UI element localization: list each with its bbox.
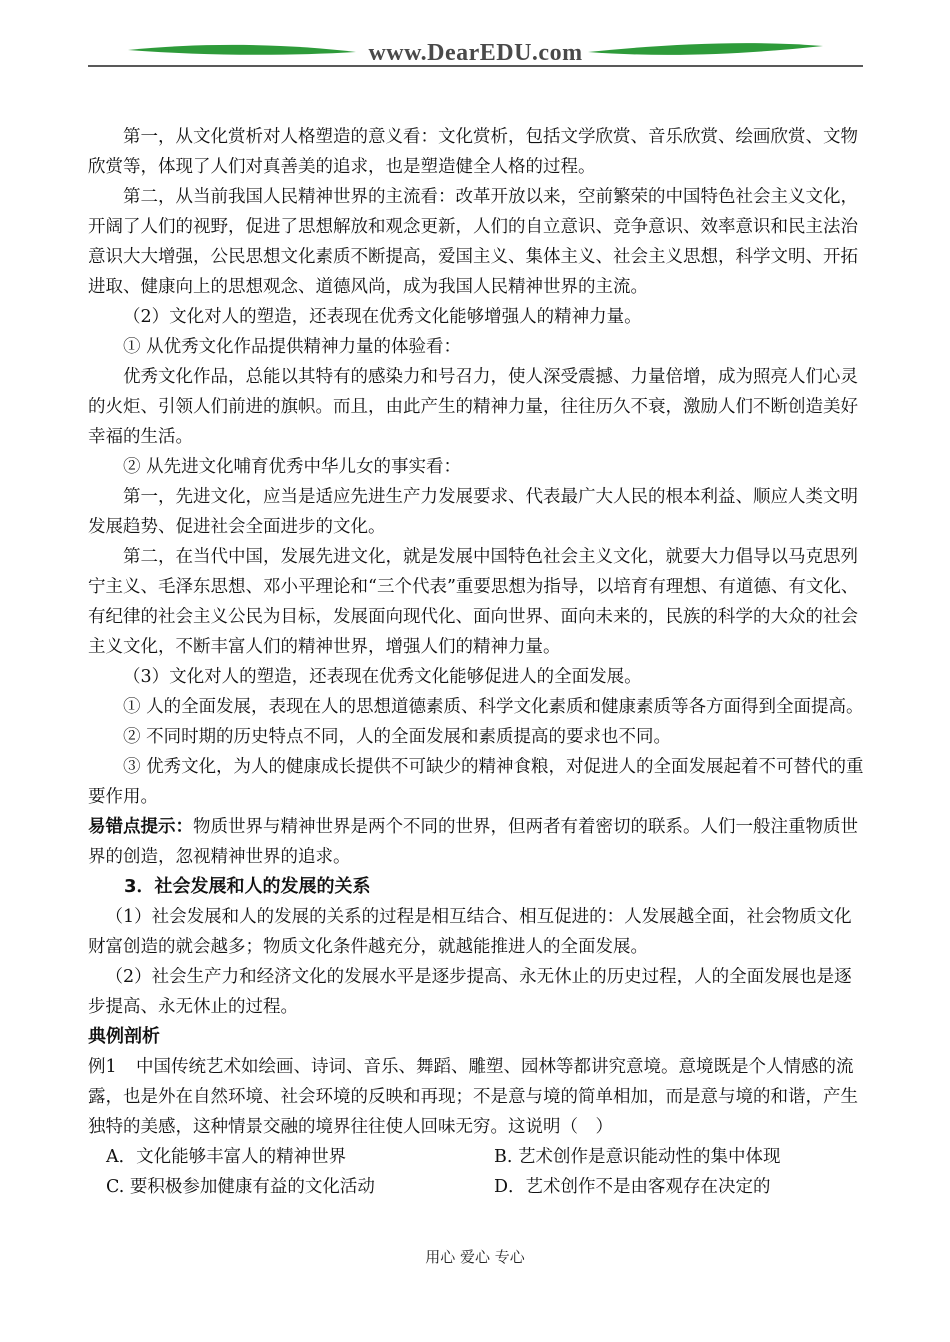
paragraph: 第一，先进文化，应当是适应先进生产力发展要求、代表最广大人民的根本利益、顺应人类文明发展趋势、促进社会全面进步的文化。 xyxy=(88,487,858,537)
option-c: C. 要积极参加健康有益的文化活动 xyxy=(106,1177,375,1197)
paragraph: 优秀文化作品，总能以其特有的感染力和号召力，使人深受震撼、力量倍增，成为照亮人们心灵的火炬、引领人们前进的旗帜。而且，由此产生的精神力量，往往历久不衰，激励人们不断创造美好幸福的生活。 xyxy=(88,367,858,447)
tip-text: 物质世界与精神世界是两个不同的世界，但两者有着密切的联系。人们一般注重物质世界的创造，忽视精神世界的追求。 xyxy=(88,817,858,867)
page-header xyxy=(88,38,863,68)
paragraph: （2）文化对人的塑造，还表现在优秀文化能够增强人的精神力量。 xyxy=(123,307,642,327)
example-question xyxy=(88,1052,864,1142)
answer-options xyxy=(88,1142,864,1202)
paragraph: ② 不同时期的历史特点不同，人的全面发展和素质提高的要求也不同。 xyxy=(123,727,672,747)
paragraph: ③ 优秀文化，为人的健康成长提供不可缺少的精神食粮，对促进人的全面发展起着不可替代的重要作用。 xyxy=(88,757,864,807)
tip-paragraph xyxy=(88,812,864,872)
section-title: 典例剖析 xyxy=(88,1026,160,1047)
paragraph: 第二，在当代中国，发展先进文化，就是发展中国特色社会主义文化，就要大力倡导以马克思列宁主义、毛泽东思想、邓小平理论和“三个代表”重要思想为指导，以培育有理想、有道德、有文化、有纪律的社会主义公民为目标，发展面向现代化、面向世界、面向未来的，民族的科学的大众的社会主义文化，不断丰富人们的精神世界，增强人们的精神力量。 xyxy=(88,547,859,657)
tip-label: 易错点提示： xyxy=(88,817,193,837)
section-heading: 3．社会发展和人的发展的关系 xyxy=(124,876,371,897)
paragraph: （3）文化对人的塑造，还表现在优秀文化能够促进人的全面发展。 xyxy=(123,667,642,687)
paragraph: 第二，从当前我国人民精神世界的主流看：改革开放以来，空前繁荣的中国特色社会主义文化，开阔了人们的视野，促进了思想解放和观念更新，人们的自立意识、竞争意识、效率意识和民主法治意识大大增强，公民思想文化素质不断提高，爱国主义、集体主义、社会主义思想，科学文明、开拓进取、健康向上的思想观念、道德风尚，成为我国人民精神世界的主流。 xyxy=(88,187,858,297)
example-label: 例1 xyxy=(88,1057,117,1077)
paragraph: ① 从优秀文化作品提供精神力量的体验看： xyxy=(123,337,462,357)
paragraph: ② 从先进文化哺育优秀中华儿女的事实看： xyxy=(123,457,462,477)
paragraph: （2）社会生产力和经济文化的发展水平是逐步提高、永无休止的历史过程，人的全面发展也是逐步提高、永无休止的过程。 xyxy=(88,967,852,1017)
document-body xyxy=(88,122,864,1202)
paragraph: 第一，从文化赏析对人格塑造的意义看：文化赏析，包括文学欣赏、音乐欣赏、绘画欣赏、文物欣赏等，体现了人们对真善美的追求，也是塑造健全人格的过程。 xyxy=(88,127,858,177)
option-a: A．文化能够丰富人的精神世界 xyxy=(106,1147,347,1167)
example-text: 中国传统艺术如绘画、诗词、音乐、舞蹈、雕塑、园林等都讲究意境。意境既是个人情感的流露，也是外在自然环境、社会环境的反映和再现；不是意与境的简单相加，而是意与境的和谐，产生独特的美感，这种情景交融的境界往往使人回味无穷。这说明（ ） xyxy=(88,1057,858,1137)
site-logo-text: www.DearEDU.com xyxy=(368,40,583,66)
page-footer: 用心 爱心 专心 xyxy=(425,1248,525,1266)
paragraph: （1）社会发展和人的发展的关系的过程是相互结合、相互促进的：人发展越全面，社会物质文化财富创造的就会越多；物质文化条件越充分，就越能推进人的全面发展。 xyxy=(88,907,852,957)
paragraph: ① 人的全面发展，表现在人的思想道德素质、科学文化素质和健康素质等各方面得到全面提高。 xyxy=(123,697,864,717)
option-d: D．艺术创作不是由客观存在决定的 xyxy=(494,1177,771,1197)
option-b: B. 艺术创作是意识能动性的集中体现 xyxy=(494,1147,781,1167)
